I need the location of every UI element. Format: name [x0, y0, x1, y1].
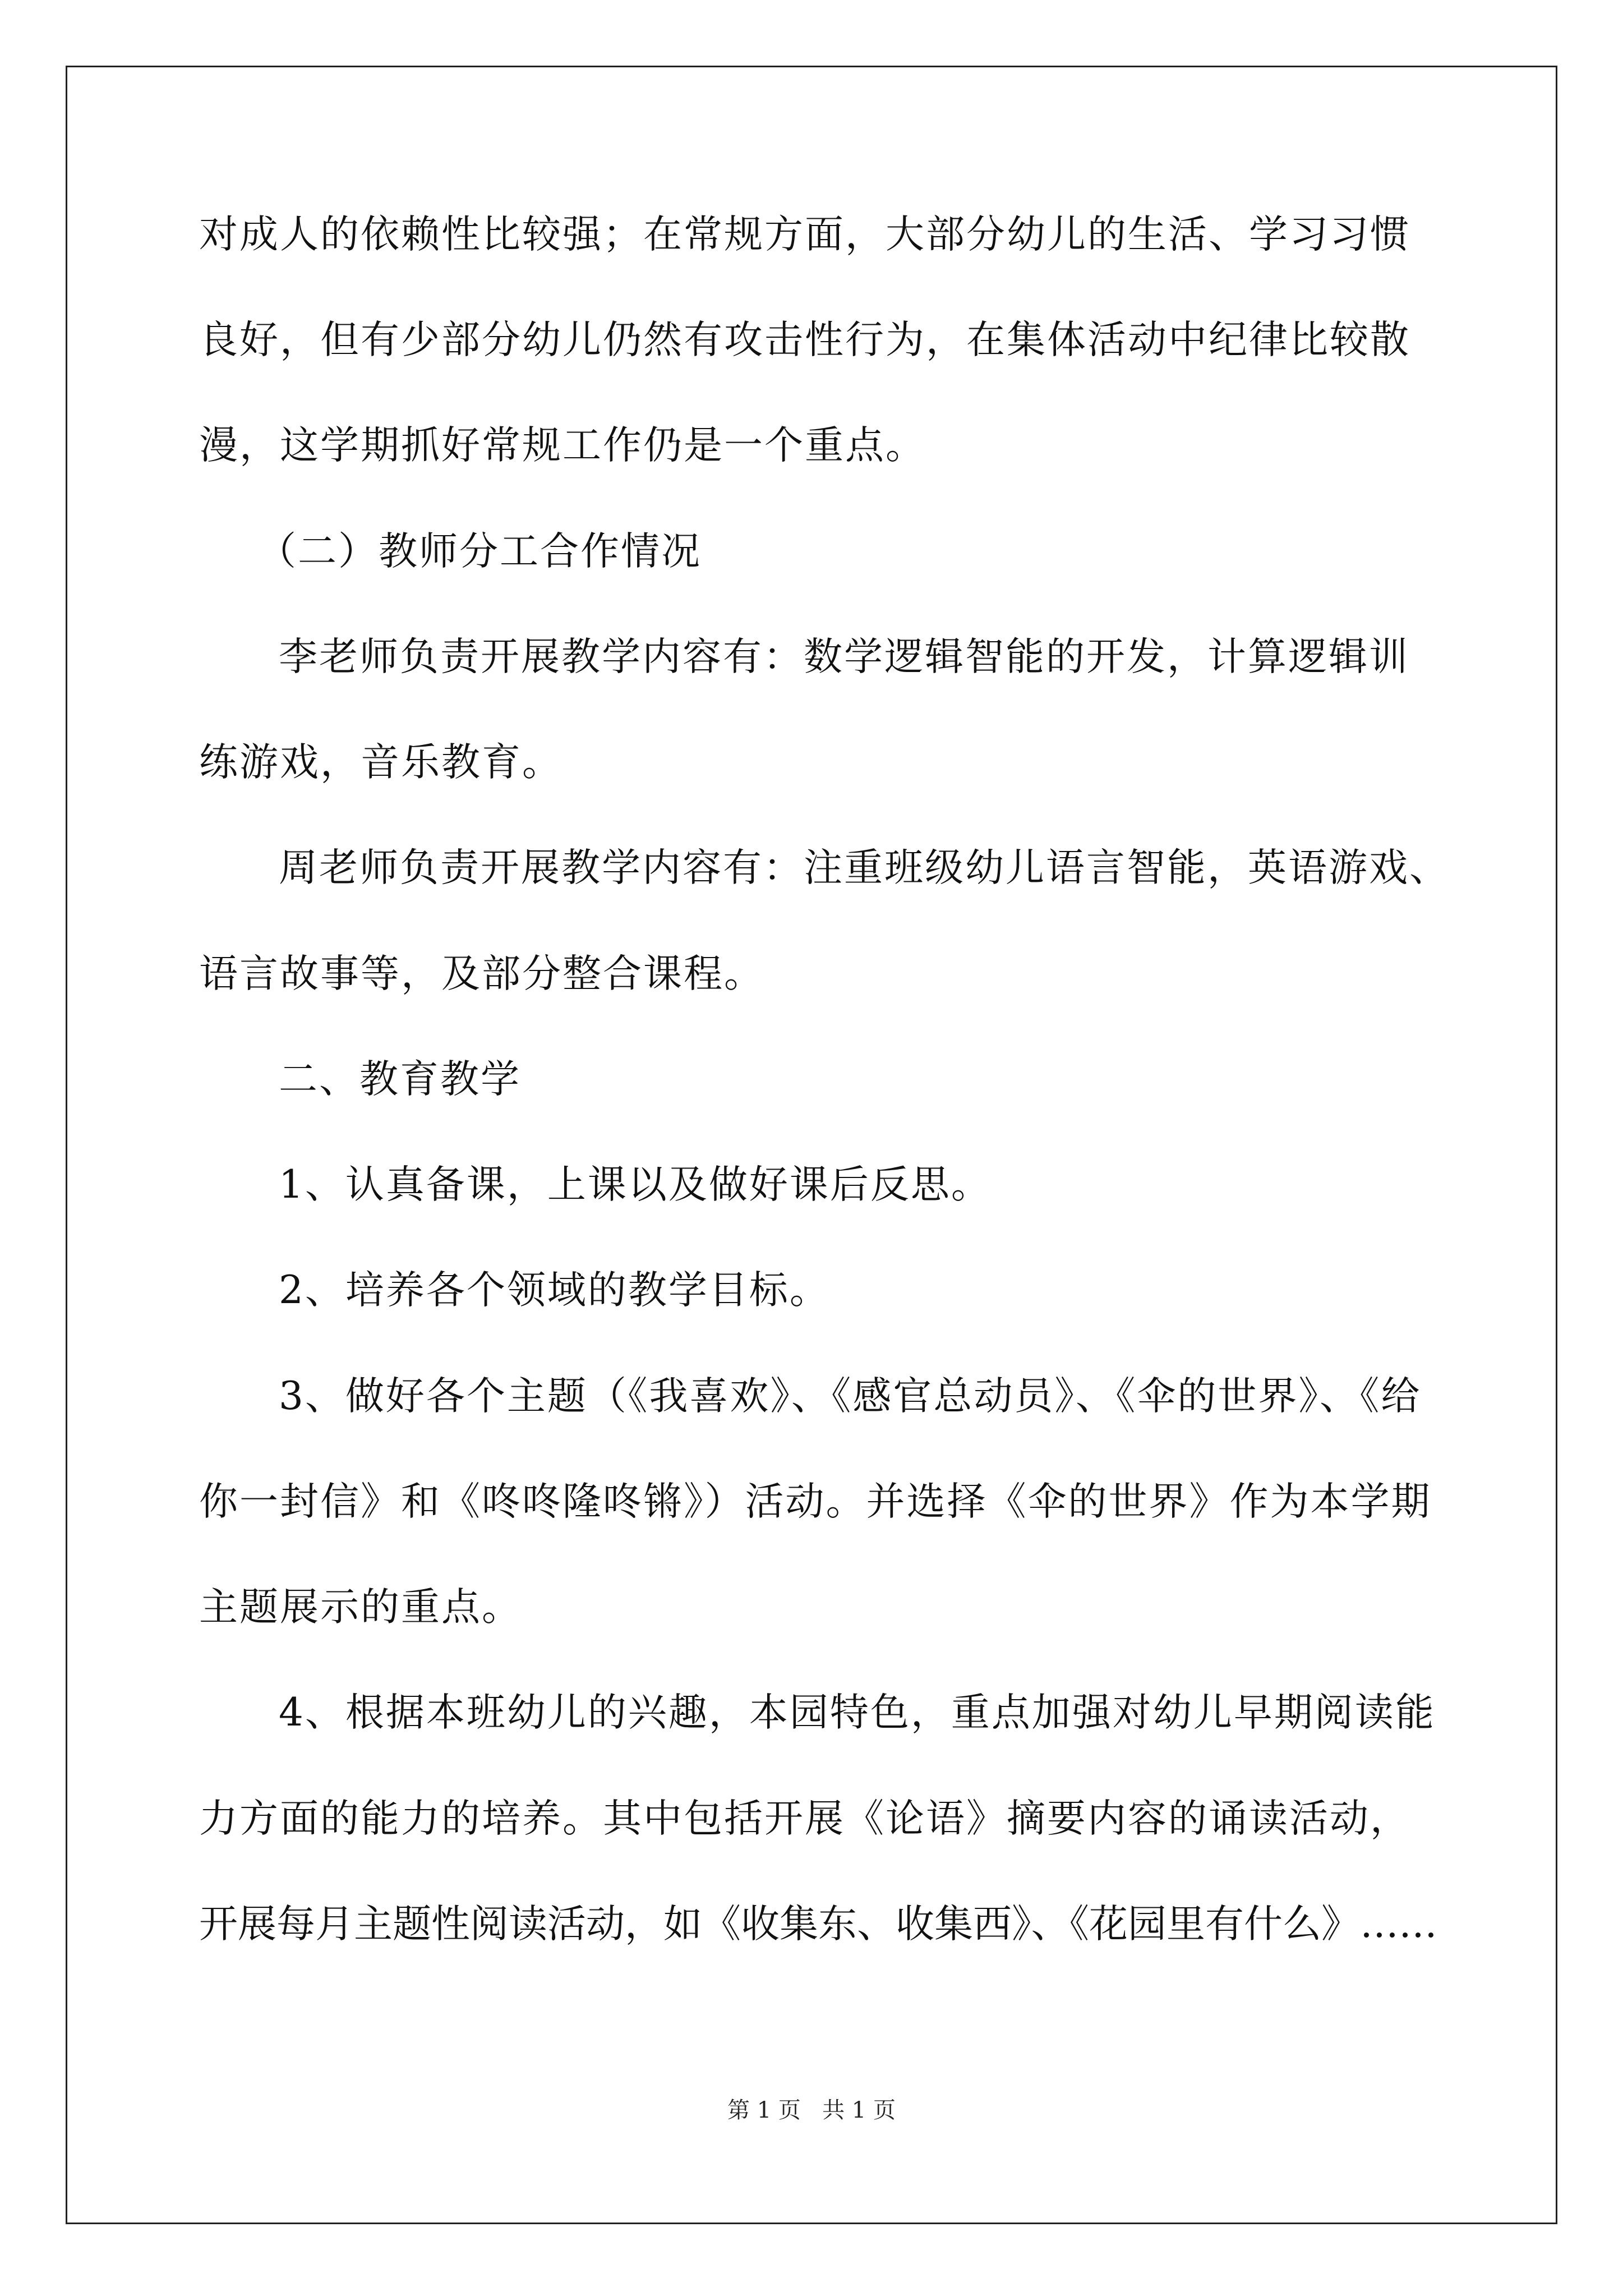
paragraph-line: 周老师负责开展教学内容有：注重班级幼儿语言智能，英语游戏、 [279, 845, 1450, 890]
paragraph-line: 漫，这学期抓好常规工作仍是一个重点。 [199, 423, 926, 468]
section-heading: （二）教师分工合作情况 [257, 529, 702, 574]
section-heading: 二、教育教学 [279, 1057, 521, 1102]
paragraph-line: 力方面的能力的培养。其中包括开展《论语》摘要内容的诵读活动， [199, 1796, 1410, 1841]
paragraph-line: 练游戏，音乐教育。 [199, 740, 562, 785]
list-item: 1、认真备课，上课以及做好课后反思。 [279, 1162, 992, 1207]
paragraph-line: 对成人的依赖性比较强；在常规方面，大部分幼儿的生活、学习习惯 [199, 212, 1410, 257]
paragraph-line: 你一封信》和《咚咚隆咚锵》）活动。并选择《伞的世界》作为本学期 [199, 1479, 1432, 1524]
paragraph-line: 开展每月主题性阅读活动，如《收集东、收集西》、《花园里有什么》…… [199, 1902, 1437, 1947]
paragraph-line: 良好，但有少部分幼儿仍然有攻击性行为，在集体活动中纪律比较散 [199, 318, 1410, 362]
list-item: 2、培养各个领域的教学目标。 [279, 1268, 830, 1313]
list-item: 3、做好各个主题（《我喜欢》、《感官总动员》、《伞的世界》、《给 [279, 1374, 1422, 1419]
paragraph-line: 李老师负责开展教学内容有：数学逻辑智能的开发，计算逻辑训 [279, 634, 1409, 679]
page-number-footer: 第 1 页 共 1 页 [727, 2097, 896, 2123]
list-item: 4、根据本班幼儿的兴趣，本园特色，重点加强对幼儿早期阅读能 [279, 1690, 1436, 1735]
paragraph-line: 语言故事等，及部分整合课程。 [199, 951, 764, 996]
paragraph-line: 主题展示的重点。 [199, 1585, 522, 1630]
